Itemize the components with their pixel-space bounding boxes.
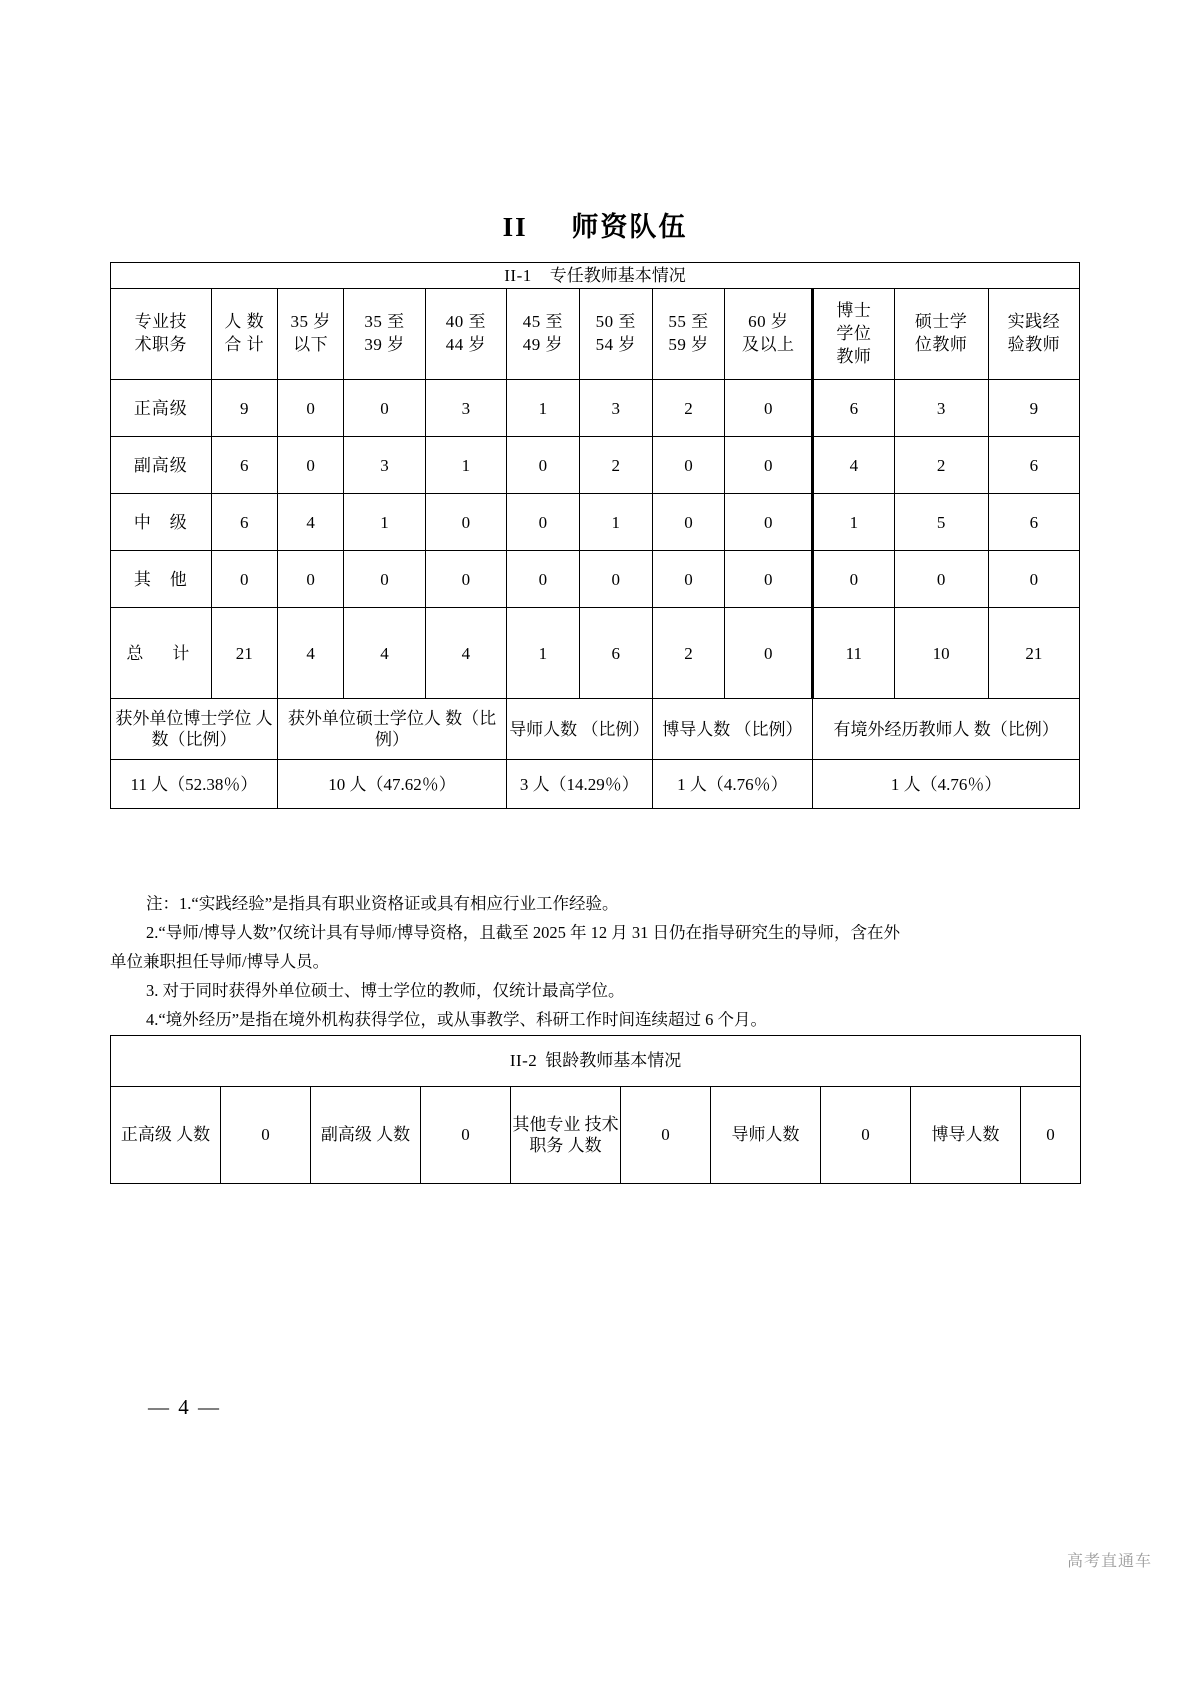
cell-value: 0 <box>652 494 725 551</box>
cell-value: 0 <box>507 494 580 551</box>
cell-value: 0 <box>652 551 725 608</box>
note-line-2b: 单位兼职担任导师/博导人员。 <box>110 951 330 971</box>
cell-label-supervisors: 导师人数 <box>711 1087 821 1184</box>
cell-value: 0 <box>725 380 813 437</box>
cell-value: 0 <box>344 380 425 437</box>
col-header-master-teachers: 硕士学 位教师 <box>894 289 988 380</box>
cell-value-other-titles: 0 <box>621 1087 711 1184</box>
watermark: 高考直通车 <box>1066 1553 1152 1570</box>
table-ii-1 <box>110 262 1080 809</box>
cell-value: 0 <box>507 437 580 494</box>
cell-value: 0 <box>211 551 277 608</box>
row-label: 中 级 <box>111 494 212 551</box>
cell-value-associate-professor: 0 <box>421 1087 511 1184</box>
table-row <box>111 380 1080 437</box>
cell-label-senior-professor: 正高级 人数 <box>111 1087 221 1184</box>
cell-value: 4 <box>425 608 506 699</box>
cell-value: 0 <box>725 437 813 494</box>
section-header-ii-1 <box>111 263 1080 289</box>
table-notes <box>110 890 1085 1034</box>
note-line-2: 2.“导师/博导人数”仅统计具有导师/博导资格，且截至 2025 年 12 月 31 日仍在指导研究生的导师，含在外 <box>146 922 900 942</box>
col-header-title: 专业技 术职务 <box>111 289 212 380</box>
page-number: — 4 — <box>148 1395 221 1419</box>
cell-value: 0 <box>813 551 894 608</box>
cell-value: 4 <box>277 494 343 551</box>
cell-value: 21 <box>211 608 277 699</box>
col-header-50-54: 50 至 54 岁 <box>579 289 652 380</box>
cell-value: 3 <box>344 437 425 494</box>
cell-value: 6 <box>579 608 652 699</box>
table-row-total <box>111 608 1080 699</box>
cell-label-phd-supervisors: 博导人数 <box>911 1087 1021 1184</box>
cell-value: 0 <box>725 551 813 608</box>
cell-value: 9 <box>211 380 277 437</box>
cell-value: 0 <box>344 551 425 608</box>
cell-value: 4 <box>813 437 894 494</box>
cell-value-phd-supervisors: 0 <box>1021 1087 1081 1184</box>
cell-value: 11 <box>813 608 894 699</box>
summary-header-master-external: 获外单位硕士学位人 数（比例） <box>277 699 506 760</box>
col-header-practice-teachers: 实践经 验教师 <box>988 289 1079 380</box>
row-label: 其 他 <box>111 551 212 608</box>
row-label: 总 计 <box>111 608 212 699</box>
cell-value: 1 <box>507 608 580 699</box>
cell-value-supervisors: 0 <box>821 1087 911 1184</box>
table-header-row <box>111 289 1080 380</box>
cell-value: 1 <box>425 437 506 494</box>
cell-value: 1 <box>579 494 652 551</box>
summary-header-phd-supervisors: 博导人数 （比例） <box>652 699 813 760</box>
cell-value: 6 <box>211 437 277 494</box>
table-row <box>111 494 1080 551</box>
col-header-55-59: 55 至 59 岁 <box>652 289 725 380</box>
cell-value: 21 <box>988 608 1079 699</box>
section-code: II-2 <box>509 1051 538 1071</box>
cell-value: 2 <box>579 437 652 494</box>
summary-value-row <box>111 760 1080 809</box>
cell-value: 0 <box>277 551 343 608</box>
summary-value: 1 人（4.76％） <box>813 760 1080 809</box>
cell-value: 6 <box>988 494 1079 551</box>
note-line-3: 3. 对于同时获得外单位硕士、博士学位的教师，仅统计最高学位。 <box>146 980 625 1000</box>
note-line-4: 4.“境外经历”是指在境外机构获得学位，或从事教学、科研工作时间连续超过 6 个月。 <box>146 1009 768 1029</box>
cell-value: 2 <box>652 608 725 699</box>
col-header-total: 人 数 合 计 <box>211 289 277 380</box>
page-title-numeral: II <box>502 212 528 242</box>
summary-value: 10 人（47.62％） <box>277 760 506 809</box>
note-line-1: 注：1.“实践经验”是指具有职业资格证或具有相应行业工作经验。 <box>146 894 619 913</box>
cell-value: 0 <box>988 551 1079 608</box>
cell-value: 0 <box>652 437 725 494</box>
page-title <box>0 205 1190 244</box>
page-title-text: 师资队伍 <box>571 212 688 242</box>
table-row <box>111 1087 1081 1184</box>
cell-value: 2 <box>894 437 988 494</box>
row-label: 正高级 <box>111 380 212 437</box>
cell-value: 0 <box>579 551 652 608</box>
cell-value: 6 <box>211 494 277 551</box>
section-code: II-1 <box>504 266 532 285</box>
cell-value: 3 <box>894 380 988 437</box>
cell-value: 0 <box>894 551 988 608</box>
cell-value: 3 <box>579 380 652 437</box>
col-header-under35: 35 岁 以下 <box>277 289 343 380</box>
cell-value: 9 <box>988 380 1079 437</box>
cell-label-other-titles: 其他专业 技术职务 人数 <box>511 1087 621 1184</box>
cell-value: 6 <box>813 380 894 437</box>
summary-header-overseas: 有境外经历教师人 数（比例） <box>813 699 1080 760</box>
col-header-phd-teachers: 博士 学位 教师 <box>813 289 894 380</box>
cell-value: 1 <box>813 494 894 551</box>
summary-header-phd-external: 获外单位博士学位 人数（比例） <box>111 699 278 760</box>
cell-value: 1 <box>507 380 580 437</box>
cell-value: 0 <box>725 494 813 551</box>
cell-value: 4 <box>277 608 343 699</box>
summary-header-row <box>111 699 1080 760</box>
section-title: 银龄教师基本情况 <box>545 1051 682 1071</box>
table-row <box>111 437 1080 494</box>
summary-value: 1 人（4.76％） <box>652 760 813 809</box>
cell-value: 10 <box>894 608 988 699</box>
col-header-35-39: 35 至 39 岁 <box>344 289 425 380</box>
cell-value: 6 <box>988 437 1079 494</box>
summary-value: 3 人（14.29％） <box>507 760 653 809</box>
cell-value: 3 <box>425 380 506 437</box>
summary-header-supervisors: 导师人数 （比例） <box>507 699 653 760</box>
cell-value: 5 <box>894 494 988 551</box>
col-header-45-49: 45 至 49 岁 <box>507 289 580 380</box>
section-header-ii-2 <box>111 1036 1081 1087</box>
cell-value: 0 <box>725 608 813 699</box>
cell-value: 0 <box>425 494 506 551</box>
cell-value: 0 <box>425 551 506 608</box>
cell-value: 0 <box>507 551 580 608</box>
summary-value: 11 人（52.38％） <box>111 760 278 809</box>
cell-value-senior-professor: 0 <box>221 1087 311 1184</box>
row-label: 副高级 <box>111 437 212 494</box>
section-title: 专任教师基本情况 <box>549 266 686 285</box>
cell-value: 2 <box>652 380 725 437</box>
cell-value: 1 <box>344 494 425 551</box>
cell-value: 0 <box>277 437 343 494</box>
col-header-60plus: 60 岁 及以上 <box>725 289 813 380</box>
cell-value: 4 <box>344 608 425 699</box>
cell-value: 0 <box>277 380 343 437</box>
col-header-40-44: 40 至 44 岁 <box>425 289 506 380</box>
table-row <box>111 551 1080 608</box>
cell-label-associate-professor: 副高级 人数 <box>311 1087 421 1184</box>
table-ii-2 <box>110 1035 1080 1184</box>
